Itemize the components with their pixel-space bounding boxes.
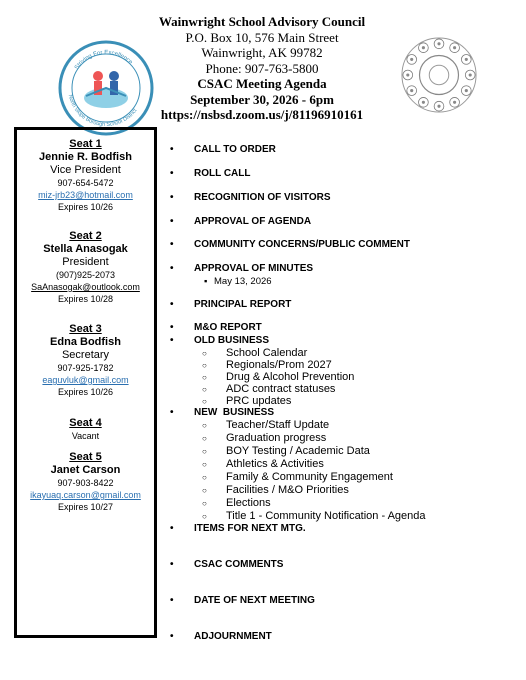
seal-icon — [400, 36, 478, 114]
seat-2 — [17, 230, 154, 305]
city: Wainwright, AK 99782 — [201, 45, 323, 60]
seat-title: Seat 4 — [69, 417, 102, 429]
agenda-item: • ROLL CALL — [170, 168, 251, 179]
seat-role: Secretary — [61, 349, 110, 361]
new-business-item: ○ Family & Community Engagement — [202, 471, 393, 483]
phone: Phone: 907-763-5800 — [205, 60, 319, 76]
seat-name: Janet Carson — [50, 464, 121, 476]
document-header — [130, 14, 394, 123]
seat-4 — [17, 417, 154, 442]
agenda-item: • APPROVAL OF AGENDA — [170, 216, 312, 227]
seat-title: Seat 3 — [69, 323, 102, 335]
seat-role: Vice President — [50, 164, 121, 176]
agenda-item: • PRINCIPAL REPORT — [170, 299, 292, 310]
new-business-item: ○ BOY Testing / Academic Data — [202, 445, 370, 457]
seat-name: Edna Bodfish — [50, 336, 121, 348]
seat-title: Seat 5 — [69, 451, 102, 463]
seat-email[interactable]: miz-jrb23@hotmail.com — [38, 190, 133, 200]
agenda-item: • APPROVAL OF MINUTES — [170, 263, 314, 274]
seat-phone: 907-654-5472 — [57, 178, 114, 188]
seat-phone: (907)925-2073 — [55, 270, 116, 280]
logo-top-text: Striving For Excellence — [73, 49, 134, 71]
meeting-date: September 30, 2026 - 6pm — [190, 91, 334, 107]
seat-title: Seat 2 — [69, 230, 102, 242]
old-business-item: ○ Regionals/Prom 2027 — [202, 359, 332, 371]
old-business-item: ○ ADC contract statuses — [202, 383, 336, 395]
seat-email[interactable]: ikayuaq.carson@gmail.com — [30, 490, 141, 500]
new-business-item: ○ Teacher/Staff Update — [202, 419, 330, 431]
seats-panel — [14, 127, 157, 638]
agenda-item: • NEW BUSINESS — [170, 407, 275, 418]
seat-1 — [17, 138, 154, 213]
seat-expires: Expires 10/27 — [57, 502, 114, 512]
seat-expires: Expires 10/26 — [57, 387, 114, 397]
seat-phone: 907-903-8422 — [57, 478, 114, 488]
seat-name: Jennie R. Bodfish — [39, 151, 132, 163]
seat-name: Stella Anasogak — [43, 243, 128, 255]
agenda-item: • COMMUNITY CONCERNS/PUBLIC COMMENT — [170, 239, 410, 250]
new-business-item: ○ Graduation progress — [202, 432, 327, 444]
agenda-item: • ITEMS FOR NEXT MTG. — [170, 523, 306, 534]
district-logo-icon — [56, 38, 156, 138]
agenda-item: • OLD BUSINESS — [170, 335, 270, 346]
agenda-title: CSAC Meeting Agenda — [197, 76, 327, 91]
seat-email[interactable]: SaAnasogak@outlook.com — [31, 282, 140, 292]
old-business-item: ○ Drug & Alcohol Prevention — [202, 371, 355, 383]
seat-expires: Expires 10/26 — [57, 202, 114, 212]
address: P.O. Box 10, 576 Main Street — [185, 29, 339, 45]
old-business-item: ○ School Calendar — [202, 347, 308, 359]
agenda-item: • RECOGNITION OF VISITORS — [170, 192, 331, 203]
seat-role: President — [62, 256, 109, 268]
new-business-item: ○ Facilities / M&O Priorities — [202, 484, 349, 496]
seat-title: Seat 1 — [69, 138, 102, 150]
seat-expires: Expires 10/28 — [57, 294, 114, 304]
zoom-link[interactable]: https://nsbsd.zoom.us/j/81196910161 — [160, 107, 364, 122]
agenda-item: • ADJOURNMENT — [170, 631, 272, 642]
new-business-item: ○ Athletics & Activities — [202, 458, 324, 470]
seat-phone: 907-925-1782 — [57, 363, 114, 373]
agenda-item: • CALL TO ORDER — [170, 144, 276, 155]
seat-3 — [17, 323, 154, 398]
council-name: Wainwright School Advisory Council — [158, 14, 366, 29]
agenda-item: • CSAC COMMENTS — [170, 559, 284, 570]
logo-bottom-text: North Slope Borough School District — [66, 94, 139, 129]
new-business-item: ○ Title 1 - Community Notification - Agenda — [202, 510, 426, 522]
agenda-item: • M&O REPORT — [170, 322, 262, 333]
agenda-item: • DATE OF NEXT MEETING — [170, 595, 315, 606]
old-business-item: ○ PRC updates — [202, 395, 292, 407]
seat-email[interactable]: eaguvluk@gmail.com — [42, 375, 129, 385]
minutes-date: ▪ May 13, 2026 — [204, 276, 272, 287]
new-business-item: ○ Elections — [202, 497, 271, 509]
seat-status: Vacant — [71, 431, 100, 441]
seat-5 — [17, 451, 154, 513]
